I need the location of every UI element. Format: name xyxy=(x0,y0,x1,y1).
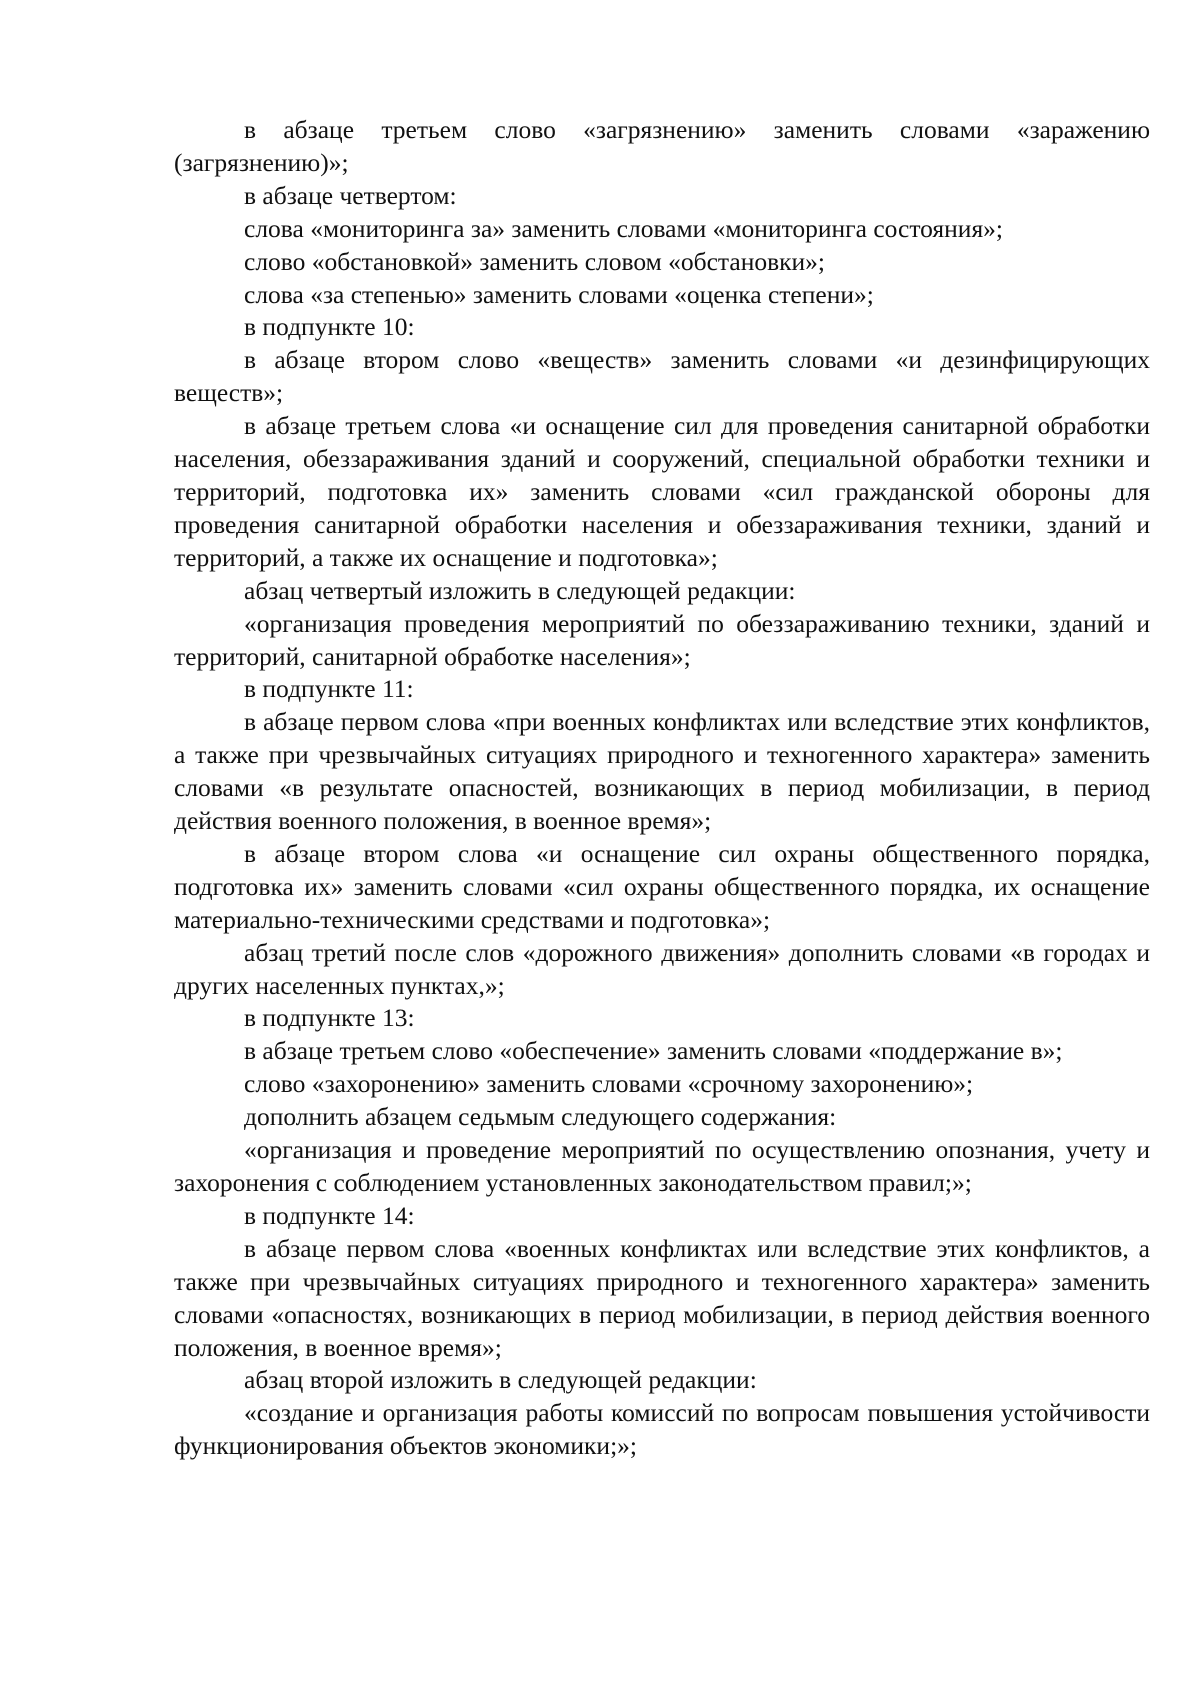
paragraph: абзац третий после слов «дорожного движения» дополнить словами «в городах и других населенных пунктах,»; xyxy=(174,937,1150,1000)
paragraph: в абзаце первом слова «военных конфликтах или вследствие этих конфликтов, а также при чрезвычайных ситуациях природного и техногенного характера» заменить словами «опасностях, возникающих в период мобилизации, в период действия военного положения, в военное время»; xyxy=(174,1233,1150,1362)
paragraph: дополнить абзацем седьмым следующего содержания: xyxy=(244,1102,837,1132)
paragraph: в подпункте 14: xyxy=(244,1200,415,1230)
paragraph: в абзаце третьем слова «и оснащение сил для проведения санитарной обработки населения, обеззараживания зданий и сооружений, специальной обработки техники и территорий, подготовка их» заменить словами «сил гражданской обороны для проведения санитарной обработки населения и обеззараживания техники, зданий и территорий, а также их оснащение и подготовка»; xyxy=(174,411,1150,572)
paragraph: в подпункте 11: xyxy=(244,674,414,704)
paragraph: абзац второй изложить в следующей редакции: xyxy=(244,1365,757,1395)
paragraph: в абзаце втором слова «и оснащение сил охраны общественного порядка, подготовка их» заменить словами «сил охраны общественного порядка, их оснащение материально-техническими средствами и подготовка»; xyxy=(174,838,1150,934)
paragraph: «организация проведения мероприятий по обеззараживанию техники, зданий и территорий, санитарной обработке населения»; xyxy=(174,608,1150,671)
paragraph: слово «захоронению» заменить словами «срочному захоронению»; xyxy=(244,1069,974,1099)
paragraph: слово «обстановкой» заменить словом «обстановки»; xyxy=(244,246,825,276)
paragraph: в подпункте 10: xyxy=(244,312,415,342)
paragraph: в абзаце первом слова «при военных конфликтах или вследствие этих конфликтов, а также при чрезвычайных ситуациях природного и техногенного характера» заменить словами «в результате опасностей, возникающих в период мобилизации, в период действия военного положения, в военное время»; xyxy=(174,707,1150,836)
paragraph: «создание и организация работы комиссий по вопросам повышения устойчивости функционирования объектов экономики;»; xyxy=(174,1398,1150,1461)
paragraph: в абзаце втором слово «веществ» заменить словами «и дезинфицирующих веществ»; xyxy=(174,345,1150,408)
paragraph: слова «за степенью» заменить словами «оценка степени»; xyxy=(244,279,874,309)
paragraph: в абзаце третьем слово «загрязнению» заменить словами «заражению (загрязнению)»; xyxy=(174,115,1150,177)
paragraph: в абзаце четвертом: xyxy=(244,180,457,210)
document-body xyxy=(174,114,1150,1463)
paragraph: в абзаце третьем слово «обеспечение» заменить словами «поддержание в»; xyxy=(244,1036,1063,1066)
paragraph: в подпункте 13: xyxy=(244,1003,415,1033)
paragraph: слова «мониторинга за» заменить словами «мониторинга состояния»; xyxy=(244,213,1004,243)
paragraph: абзац четвертый изложить в следующей редакции: xyxy=(244,575,796,605)
paragraph: «организация и проведение мероприятий по осуществлению опознания, учету и захоронения с соблюдением установленных законодательством правил;»; xyxy=(174,1135,1150,1197)
